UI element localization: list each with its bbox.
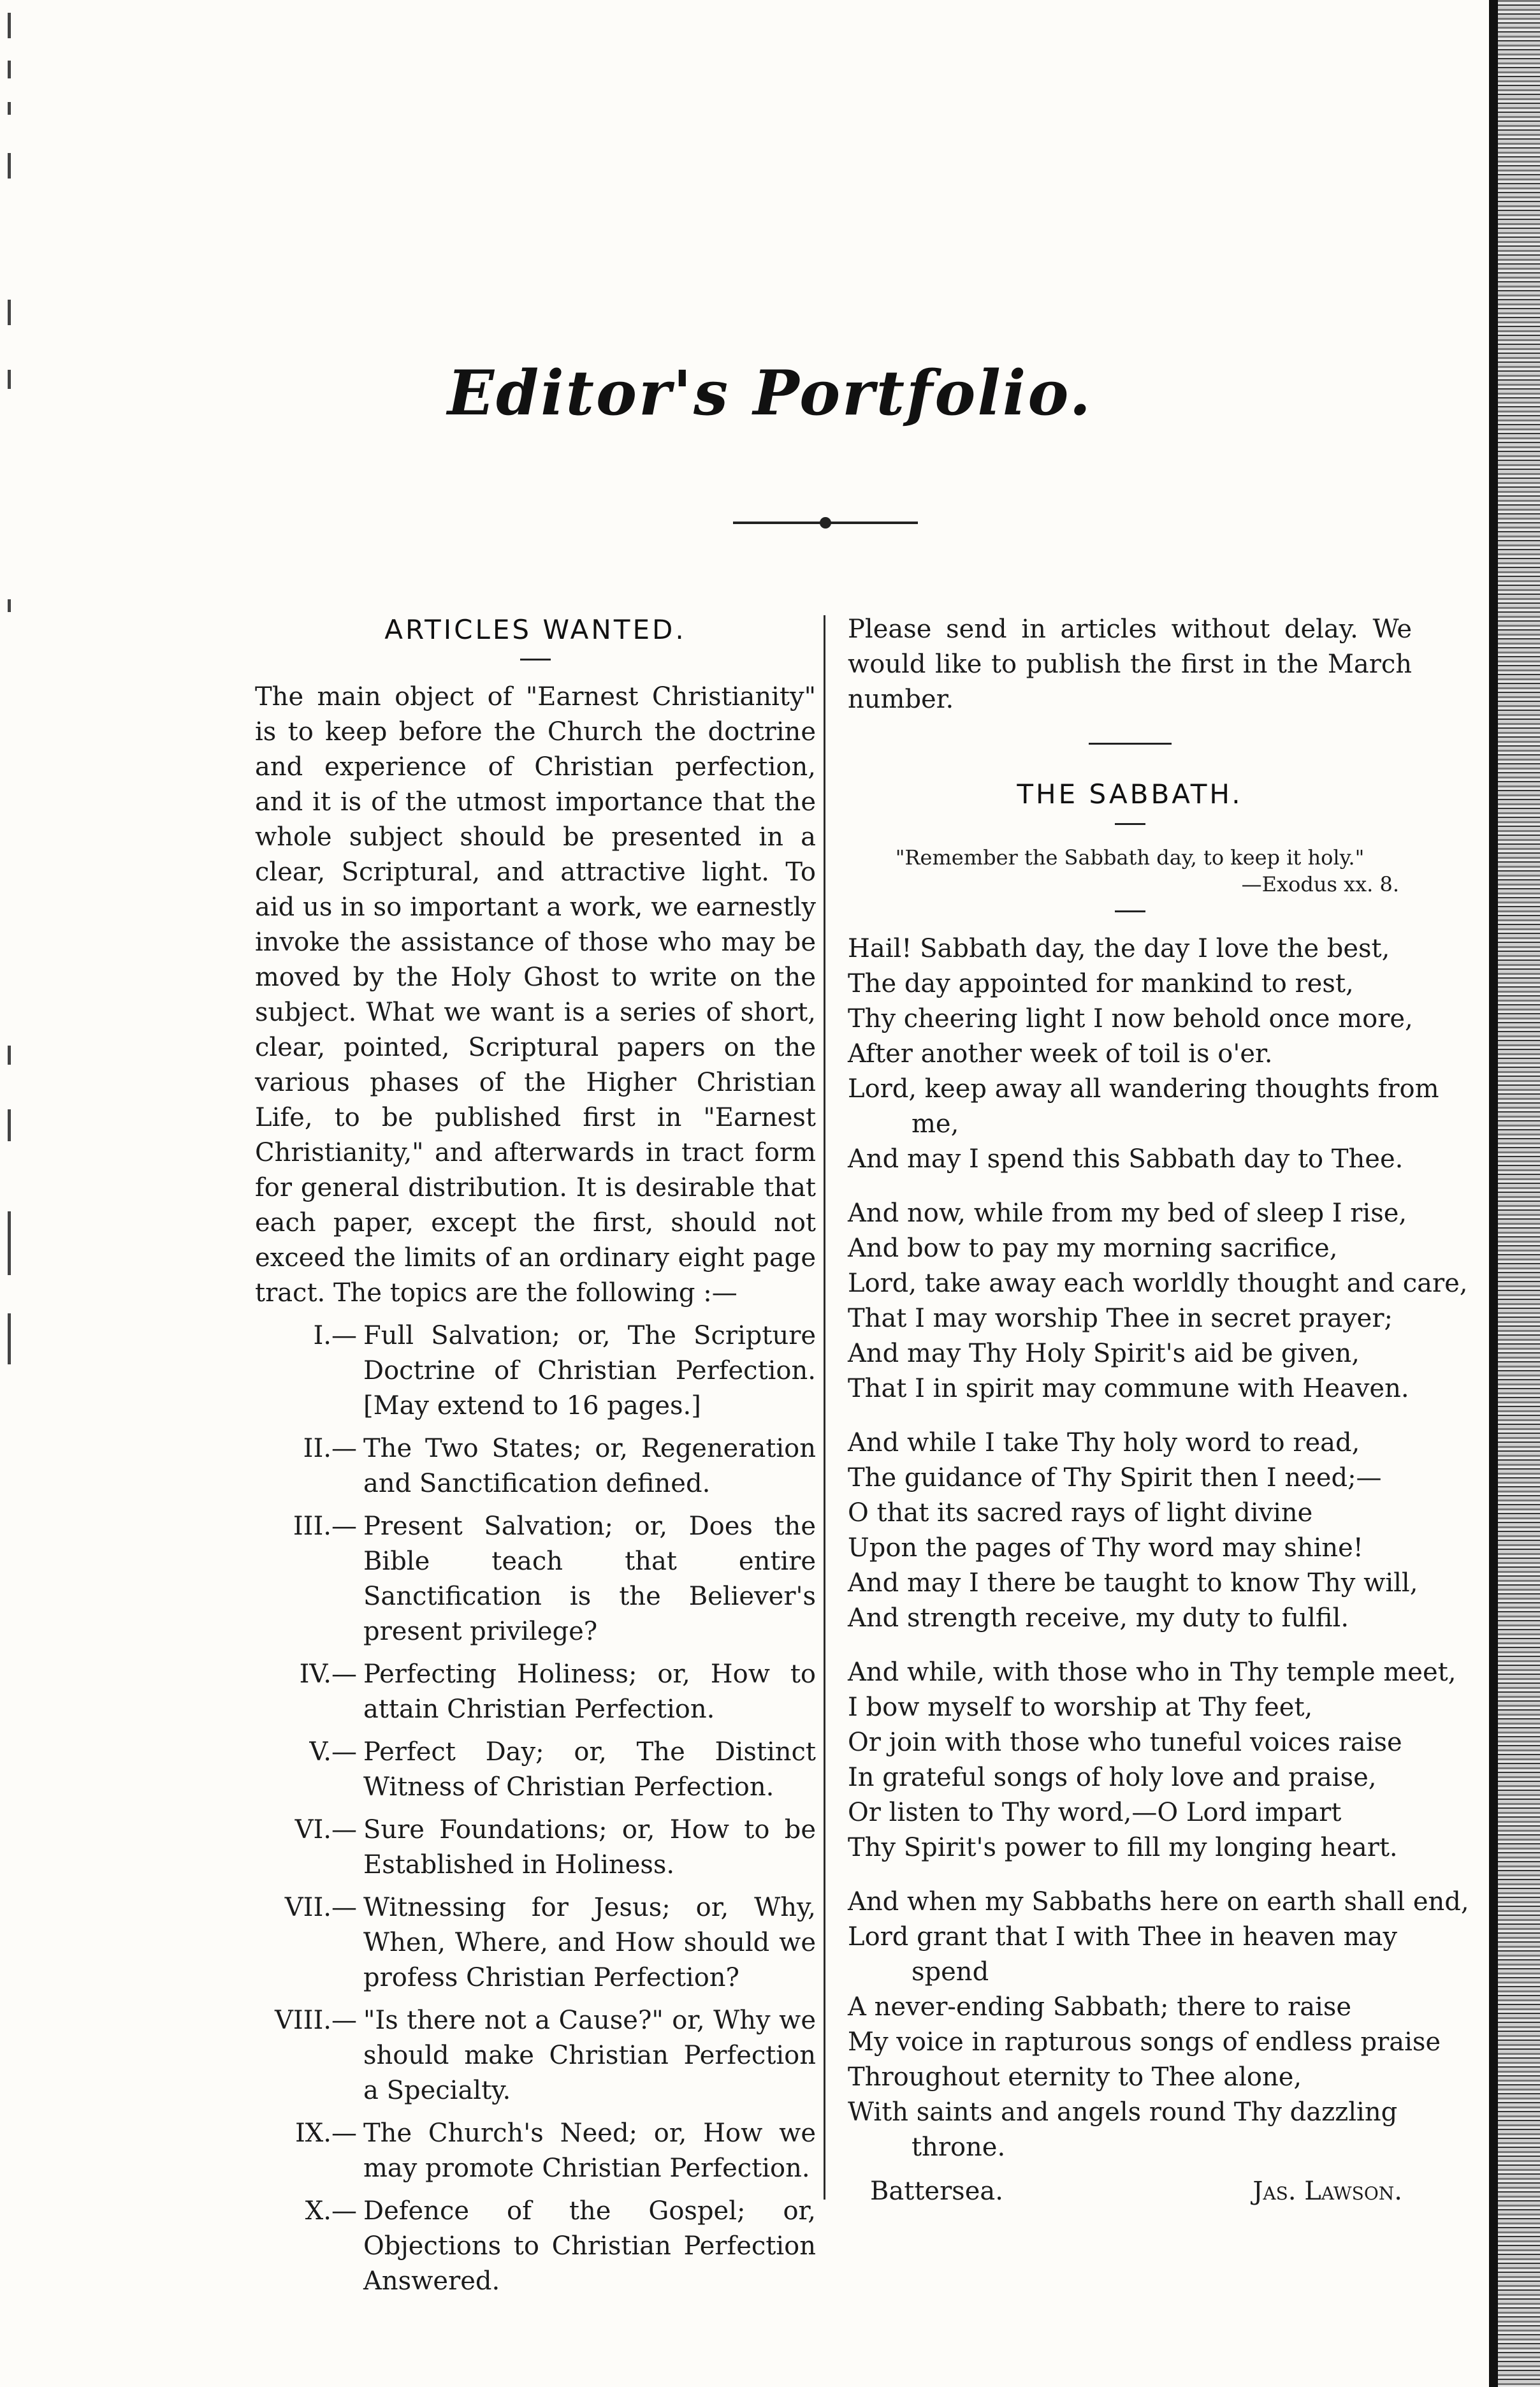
signature-author: Jas. Lawson. <box>1253 2177 1402 2206</box>
poem-line: After another week of toil is o'er. <box>848 1039 1273 1069</box>
topic-item: X.— Defence of the Gospel; or, Objections to Christian Perfection Answered. <box>305 2196 816 2296</box>
articles-closing-note: Please send in articles without delay. We would like to publish the first in the March number. <box>848 615 1412 714</box>
poem-line: Lord grant that I with Thee in heaven may <box>848 1922 1397 1952</box>
topic-item: VIII.— "Is there not a Cause?" or, Why we should make Christian Perfection a Specialty. <box>274 2006 816 2105</box>
poem-line: me, <box>912 1109 959 1139</box>
poem-line: My voice in rapturous songs of endless praise <box>848 2027 1441 2057</box>
poem-line: Or listen to Thy word,—O Lord impart <box>848 1798 1342 1827</box>
signature-place: Battersea. <box>870 2177 1003 2206</box>
poem-line: Throughout eternity to Thee alone, <box>848 2062 1302 2092</box>
poem-line: That I may worship Thee in secret prayer; <box>848 1304 1393 1333</box>
poem-line: Thy Spirit's power to fill my longing heart. <box>848 1833 1398 1862</box>
poem-line: And when my Sabbaths here on earth shall end, <box>848 1887 1469 1916</box>
poem-stanza <box>848 1426 1418 1636</box>
articles-intro: The main object of "Earnest Christianity" is to keep before the Church the doctrine and experience of Christian perfection, and it is of the utmost importance that the whole subject should be presented in a clear, Scriptural, and attractive light. To aid us in so important a work, we earnestly invoke the assistance of those who may be moved by the Holy Ghost to write on the subject. What we want is a series of short, clear, pointed, Scriptural papers on the various phases of the Higher Christian Life, to be published first in "Earnest Christianity," and afterwards in tract form for general distribution. It is desirable that each paper, except the first, should not exceed the limits of an ordinary eight page tract. The topics are the following :— <box>255 682 816 1308</box>
poem-line: And may I spend this Sabbath day to Thee. <box>848 1144 1404 1174</box>
topic-item: VI.— Sure Foundations; or, How to be Established in Holiness. <box>294 1815 816 1880</box>
topic-item: VII.— Witnessing for Jesus; or, Why, When, Where, and How should we profess Christian Perfection? <box>284 1893 816 1992</box>
page-header-title: Editor's Portfolio. <box>447 357 1093 429</box>
poem-stanza <box>848 1885 1469 2165</box>
poem-line: In grateful songs of holy love and praise, <box>848 1763 1377 1792</box>
topic-item: III.— Present Salvation; or, Does the Bible teach that entire Sanctification is the Believer's present privilege? <box>293 1512 816 1646</box>
poem-line: And while I take Thy holy word to read, <box>848 1428 1360 1457</box>
sabbath-column <box>848 612 1469 2209</box>
epigraph-reference: —Exodus xx. 8. <box>1241 872 1399 896</box>
topic-item: I.— Full Salvation; or, The Scripture Doctrine of Christian Perfection. [May extend to 16 pages.] <box>313 1321 816 1420</box>
poem-stanza <box>848 1196 1468 1406</box>
topic-item: IX.— The Church's Need; or, How we may promote Christian Perfection. <box>295 2119 816 2183</box>
title-dash <box>520 659 551 661</box>
poem-line: And bow to pay my morning sacrifice, <box>848 1234 1338 1263</box>
poem-line: O that its sacred rays of light divine <box>848 1498 1313 1528</box>
title-dash <box>1115 823 1145 825</box>
poem-line: The day appointed for mankind to rest, <box>848 969 1354 998</box>
poem-line: And strength receive, my duty to fulfil. <box>848 1603 1349 1633</box>
poem-line: spend <box>912 1957 989 1987</box>
column-divider <box>824 615 825 2200</box>
poem-line: And while, with those who in Thy temple meet, <box>848 1658 1456 1687</box>
poem-line: throne. <box>912 2133 1006 2162</box>
poem-line: And now, while from my bed of sleep I rise, <box>848 1199 1407 1228</box>
articles-title: ARTICLES WANTED. <box>384 614 686 645</box>
articles-wanted-column <box>255 612 816 2307</box>
poem-stanza <box>848 1655 1456 1865</box>
poem-stanza <box>848 931 1439 1177</box>
poem-line: With saints and angels round Thy dazzling <box>848 2098 1398 2127</box>
poem-line: And may I there be taught to know Thy will, <box>848 1568 1418 1598</box>
topic-item: V.— Perfect Day; or, The Distinct Witness of Christian Perfection. <box>309 1737 816 1802</box>
title-dash <box>1115 910 1145 912</box>
poem-line: A never-ending Sabbath; there to raise <box>848 1992 1352 2022</box>
poem-line: And may Thy Holy Spirit's aid be given, <box>848 1339 1360 1368</box>
topics-list <box>255 1318 816 2299</box>
section-rule <box>1089 743 1172 745</box>
topic-item: IV.— Perfecting Holiness; or, How to attain Christian Perfection. <box>299 1660 816 1724</box>
poem-line: The guidance of Thy Spirit then I need;— <box>848 1463 1382 1493</box>
poem-line: That I in spirit may commune with Heaven. <box>848 1374 1409 1403</box>
poem-line: Lord, take away each worldly thought and care, <box>848 1269 1468 1298</box>
topic-item: II.— The Two States; or, Regeneration and Sanctification defined. <box>303 1434 816 1498</box>
sabbath-epigraph: "Remember the Sabbath day, to keep it holy." <box>895 845 1365 870</box>
poem-line: Lord, keep away all wandering thoughts from <box>848 1074 1439 1104</box>
poem-line: I bow myself to worship at Thy feet, <box>848 1693 1313 1722</box>
header-ornament-rule <box>733 522 918 524</box>
poem-signature <box>848 2174 1412 2209</box>
poem-line: Hail! Sabbath day, the day I love the best, <box>848 934 1390 963</box>
sabbath-title: THE SABBATH. <box>1017 778 1243 810</box>
poem-line: Or join with those who tuneful voices raise <box>848 1728 1402 1757</box>
poem-line: Thy cheering light I now behold once more, <box>848 1004 1413 1033</box>
poem-line: Upon the pages of Thy word may shine! <box>848 1533 1363 1563</box>
